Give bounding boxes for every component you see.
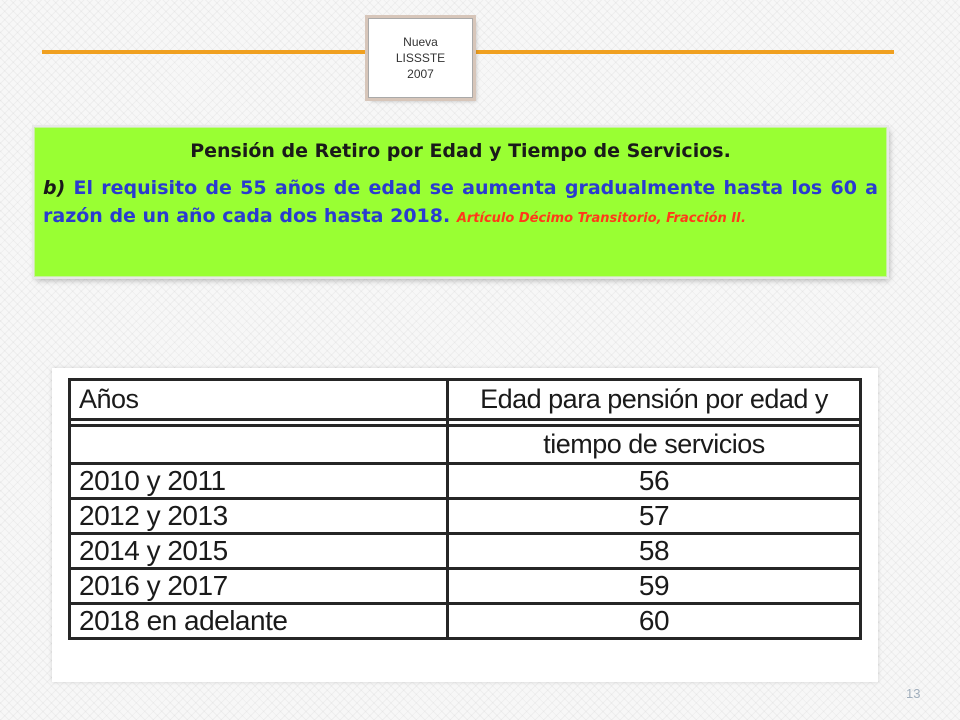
- badge-line-3: 2007: [407, 67, 434, 81]
- badge-line-1: Nueva: [403, 35, 438, 49]
- table-row: [70, 604, 861, 639]
- box-item-label: b): [43, 177, 66, 199]
- box-body: [43, 174, 878, 233]
- box-item-text: El requisito de 55 años de edad se aumenta gradualmente hasta los 60 a razón de un año cada dos hasta 2018.: [43, 177, 878, 227]
- row-years: 2012 y 2013: [70, 499, 448, 534]
- row-age: 59: [448, 569, 861, 604]
- table-row: [70, 569, 861, 604]
- box-title: Pensión de Retiro por Edad y Tiempo de Servicios.: [190, 140, 731, 162]
- row-years: 2010 y 2011: [70, 464, 448, 499]
- table-row: [70, 464, 861, 499]
- header-rule-right: [473, 50, 894, 54]
- box-reference: Artículo Décimo Transitorio, Fracción II.: [456, 211, 746, 226]
- header-rule-left: [42, 50, 369, 54]
- page-number: 13: [906, 686, 921, 701]
- header-years: Años: [70, 380, 448, 420]
- header-years-blank: [70, 426, 448, 464]
- row-age: 58: [448, 534, 861, 569]
- row-age: 57: [448, 499, 861, 534]
- header-age-line-2: tiempo de servicios: [448, 426, 861, 464]
- badge-line-2: LISSSTE: [395, 51, 446, 65]
- title-badge: [368, 18, 473, 98]
- table-row: [70, 499, 861, 534]
- row-age: 56: [448, 464, 861, 499]
- table-header-row: [70, 380, 861, 420]
- row-age: 60: [448, 604, 861, 639]
- requirement-box: [34, 127, 887, 277]
- row-years: 2018 en adelante: [70, 604, 448, 639]
- header-age-line-1: Edad para pensión por edad y: [448, 380, 861, 420]
- pension-age-table-image: [52, 368, 878, 682]
- table-row: [70, 534, 861, 569]
- row-years: 2014 y 2015: [70, 534, 448, 569]
- table-header-row-2: [70, 426, 861, 464]
- pension-age-table: [68, 378, 862, 640]
- row-years: 2016 y 2017: [70, 569, 448, 604]
